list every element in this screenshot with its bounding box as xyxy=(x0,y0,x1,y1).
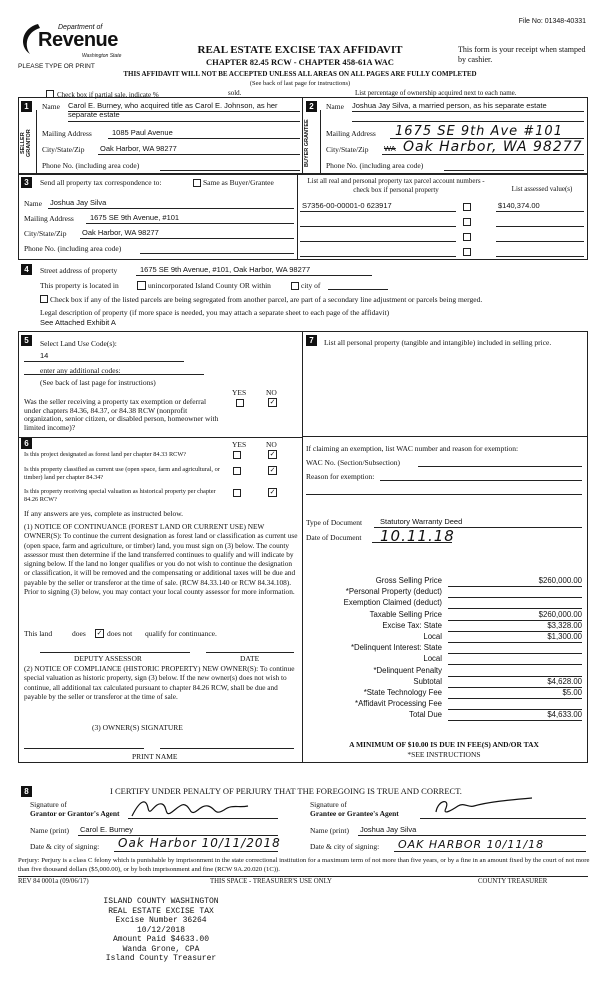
additional-codes-label: enter any additional codes: xyxy=(40,366,121,375)
unincorporated-checkbox[interactable] xyxy=(137,281,146,290)
wac-label: WAC No. (Section/Subsection) xyxy=(306,458,400,467)
reason-label: Reason for exemption: xyxy=(306,472,375,481)
section-2-badge: 2 xyxy=(306,101,317,112)
notice-continuance: (1) NOTICE OF CONTINUANCE (FOREST LAND OR CURRENT USE) NEW OWNER(S): To continue the current designation as forest land or classification as current use (open space, farm and agriculture, or timber) land, you must sign on (3) below. The county assessor must then determine if the land transferred continues to qualify and will indicate by signing below. If the land no longer qualifies or you do not wish to continue the designation or classification, it will be removed and the compensating or additional taxes will be due and payable by the seller or transferor at the time of sale. (RCW 84.33.140 or RCW 84.34.108). Prior to signing (3) below, you may contact your local county assessor for more information. xyxy=(24,522,298,597)
assessed-header: List assessed value(s) xyxy=(511,185,573,193)
tax-row-label: *Delinquent Interest: State xyxy=(350,643,442,653)
grantee-date-label: Date & city of signing: xyxy=(310,842,380,851)
parcel-value[interactable]: S7356-00-00001-0 623917 xyxy=(302,201,392,210)
tax-row-label: Local xyxy=(423,654,442,664)
this-land-label: This land xyxy=(24,629,53,638)
grantee-date-value[interactable]: OAK HARBOR 10/11/18 xyxy=(398,838,545,851)
s1-mail-label: Mailing Address xyxy=(42,129,92,138)
s5-no-header: NO xyxy=(266,388,277,397)
file-number: File No: 01348-40331 xyxy=(518,18,586,25)
tax-row-value[interactable]: $260,000.00 xyxy=(448,610,582,621)
grantor-date-value[interactable]: Oak Harbor 10/11/2018 xyxy=(118,836,281,850)
historic-no-checkbox[interactable]: ✓ xyxy=(269,488,276,496)
tax-row xyxy=(306,666,586,677)
notice-compliance: (2) NOTICE OF COMPLIANCE (HISTORIC PROPERTY) NEW OWNER(S): To continue special valuation as historic property, sign (3) below. If the new owner(s) does not wish to continue, all additional tax calculated pursuant to chapter 84.26 RCW, shall be due and payable by the seller or transferor at the time of sale. xyxy=(24,664,295,701)
does-not-label: does not xyxy=(107,629,133,638)
tax-row-label: Total Due xyxy=(409,710,442,720)
s1-mail-value[interactable]: 1085 Paul Avenue xyxy=(112,128,173,137)
s1-phone-label: Phone No. (including area code) xyxy=(42,161,140,170)
forest-no-checkbox[interactable]: ✓ xyxy=(269,450,276,458)
tax-row xyxy=(306,598,586,609)
tax-row xyxy=(306,643,586,654)
please-type: PLEASE TYPE OR PRINT xyxy=(18,63,95,70)
forest-yes-checkbox[interactable] xyxy=(233,451,241,459)
s3-mail-value[interactable]: 1675 SE 9th Avenue, #101 xyxy=(90,213,180,222)
grantor-sig-label xyxy=(30,800,120,818)
historic-yes-checkbox[interactable] xyxy=(233,489,241,497)
s1-city-value[interactable]: Oak Harbor, WA 98277 xyxy=(100,144,177,153)
same-as-buyer-label: Same as Buyer/Grantee xyxy=(203,178,274,187)
same-as-buyer-checkbox[interactable] xyxy=(193,179,201,187)
tax-row xyxy=(306,699,586,710)
parcel2-checkbox[interactable] xyxy=(463,218,471,226)
grantor-name-value[interactable]: Carol E. Burney xyxy=(80,825,133,834)
located-label: This property is located in xyxy=(40,281,119,290)
qualify-label: qualify for continuance. xyxy=(145,629,217,638)
s1-name-label: Name xyxy=(42,102,60,111)
s5-see-back: (See back of last page for instructions) xyxy=(40,378,156,387)
section-4-badge: 4 xyxy=(21,264,32,275)
section-7-badge: 7 xyxy=(306,335,317,346)
if-yes-note: If any answers are yes, complete as instructed below. xyxy=(24,509,184,518)
does-not-checkbox[interactable]: ✓ xyxy=(96,629,103,637)
personal-property-label: List all personal property (tangible and intangible) included in selling price. xyxy=(324,338,552,347)
stamp-line: ISLAND COUNTY WASHINGTON xyxy=(103,897,219,906)
tax-table xyxy=(306,576,586,721)
tax-row-label: Excise Tax: State xyxy=(382,620,442,630)
tax-row xyxy=(306,576,586,587)
logo-word: Revenue xyxy=(38,29,118,51)
tax-row-value[interactable] xyxy=(448,699,582,710)
s2-name-value[interactable]: Joshua Jay Silva, a married person, as his separate estate xyxy=(352,101,547,110)
see-instructions: *SEE INSTRUCTIONS xyxy=(407,750,481,759)
current-use-no-checkbox[interactable]: ✓ xyxy=(269,466,276,474)
s3-send-label: Send all property tax correspondence to: xyxy=(40,178,162,187)
stamp-line: Wanda Grone, CPA xyxy=(122,944,200,954)
s2-city-struck: WA xyxy=(384,144,396,153)
assessed-value[interactable]: $140,374.00 xyxy=(498,201,540,210)
section-1-badge: 1 xyxy=(21,101,32,112)
city-of-checkbox[interactable] xyxy=(291,282,299,290)
tax-row-label: *Personal Property (deduct) xyxy=(345,587,442,597)
s2-city-label: City/State/Zip xyxy=(326,145,369,154)
doc-type-value[interactable]: Statutory Warranty Deed xyxy=(380,517,463,526)
tax-row xyxy=(306,677,586,688)
tax-row xyxy=(306,688,586,699)
tax-row-value[interactable]: $4,633.00 xyxy=(448,710,582,721)
deputy-date-label: DATE xyxy=(240,654,260,663)
s2-phone-label: Phone No. (including area code) xyxy=(326,161,424,170)
tax-row-value[interactable]: $1,300.00 xyxy=(448,632,582,643)
grantee-sig-label-1: Signature of xyxy=(310,800,347,809)
city-of-field[interactable] xyxy=(328,280,388,290)
parcel4-checkbox[interactable] xyxy=(463,248,471,256)
tax-row xyxy=(306,587,586,598)
tax-row-value[interactable]: $260,000.00 xyxy=(448,576,582,587)
tax-row-value[interactable]: $3,328.00 xyxy=(448,621,582,632)
tax-row-value[interactable]: $4,628.00 xyxy=(448,677,582,688)
s2-name-label: Name xyxy=(326,102,344,111)
stamp-line: Amount Paid $4633.00 xyxy=(112,935,209,944)
tax-row-value[interactable] xyxy=(448,587,582,598)
tax-row-value[interactable] xyxy=(448,598,582,609)
s1-city-label: City/State/Zip xyxy=(42,145,85,154)
tax-row xyxy=(306,632,586,643)
grantee-name-value[interactable]: Joshua Jay Silva xyxy=(360,825,417,834)
s3-city-value[interactable]: Oak Harbor, WA 98277 xyxy=(82,228,159,237)
deputy-assessor-label: DEPUTY ASSESSOR xyxy=(74,654,142,663)
tax-row-label: *State Technology Fee xyxy=(363,687,442,697)
sold-label: sold. xyxy=(228,89,242,97)
tax-row-value[interactable] xyxy=(448,643,582,654)
parcel3-checkbox[interactable] xyxy=(463,233,471,241)
parcel-personal-checkbox[interactable] xyxy=(463,203,471,211)
tax-row-label: *Delinquent Penalty xyxy=(373,665,442,675)
tax-row-label: Subtotal xyxy=(413,676,442,686)
s3-city-label: City/State/Zip xyxy=(24,229,67,238)
land-use-label: Select Land Use Code(s): xyxy=(40,339,117,348)
legal-value[interactable]: See Attached Exhibit A xyxy=(40,318,116,327)
current-use-question: Is this property classified as current use (open space, farm and agricultural, or timber) land per chapter 84.34? xyxy=(24,466,220,481)
tax-row-value[interactable] xyxy=(448,654,582,665)
grantee-sig-label-2: Grantee or Grantee's Agent xyxy=(310,809,399,818)
tax-row-label: Exemption Claimed (deduct) xyxy=(343,598,442,608)
owner-signature-label: (3) OWNER(S) SIGNATURE xyxy=(92,723,183,732)
dor-logo xyxy=(18,18,128,64)
grantee-signature[interactable] xyxy=(428,794,538,820)
stamp-line: Island County Treasurer xyxy=(105,954,217,963)
exempt-question: Was the seller receiving a property tax exemption or deferral under chapters 84.36, 84.37, or 84.38 RCW (nonprofit organization, senior citizen, or disabled person, homeowner with limited income)? xyxy=(24,397,219,432)
grantor-name-label: Name (print) xyxy=(30,826,69,835)
partial-sale-text: Check box if partial sale, indicate % xyxy=(57,91,159,99)
minimum-note: A MINIMUM OF $10.00 IS DUE IN FEE(S) AND/OR TAX xyxy=(349,740,539,749)
tax-row-value[interactable]: $5.00 xyxy=(448,688,582,699)
doc-date-value[interactable]: 10.11.18 xyxy=(380,527,455,545)
seller-grantor-label: SELLER GRANTOR xyxy=(20,129,32,157)
parcel-header: List all real and personal property tax parcel account numbers - check box if personal property xyxy=(307,177,485,194)
grantor-sig-label-2: Grantor or Grantor's Agent xyxy=(30,809,120,818)
tax-row-label: Gross Selling Price xyxy=(375,576,442,585)
stamp-line: REAL ESTATE EXCISE TAX xyxy=(108,906,214,916)
segregated-label xyxy=(40,294,585,304)
list-pct-note: List percentage of ownership acquired next to each name. xyxy=(355,89,517,97)
logo-dept: Department of xyxy=(58,24,103,31)
treasurer-stamp xyxy=(96,897,226,964)
land-use-value[interactable]: 14 xyxy=(40,351,49,360)
tax-row xyxy=(306,621,586,632)
certify-statement: I CERTIFY UNDER PENALTY OF PERJURY THAT THE FOREGOING IS TRUE AND CORRECT. xyxy=(110,786,462,796)
grantor-signature[interactable] xyxy=(128,794,268,824)
receipt-note: This form is your receipt when stamped by cashier. xyxy=(458,45,586,64)
exempt-yes-checkbox[interactable] xyxy=(236,399,244,407)
buyer-grantee-label: BUYER GRANTEE xyxy=(304,119,310,167)
tax-row xyxy=(306,654,586,665)
stamp-line: 10/12/2018 xyxy=(136,925,185,935)
form-subtitle: CHAPTER 82.45 RCW - CHAPTER 458-61A WAC xyxy=(206,57,394,67)
s2-mail-value[interactable]: 1675 SE 9th Ave #101 xyxy=(395,124,563,139)
grantor-date-label: Date & city of signing: xyxy=(30,842,100,851)
tax-row-label: *Affidavit Processing Fee xyxy=(355,699,442,709)
form-title: REAL ESTATE EXCISE TAX AFFIDAVIT xyxy=(197,44,403,56)
city-of-label: city of xyxy=(301,281,321,290)
grantee-name-label: Name (print) xyxy=(310,826,349,835)
legal-label: Legal description of property (if more space is needed, you may attach a separate sheet to each page of the affidavit) xyxy=(40,308,390,317)
grantee-sig-label xyxy=(310,800,399,818)
street-label: Street address of property xyxy=(40,266,118,275)
tax-row-value[interactable] xyxy=(448,666,582,677)
section-3-badge: 3 xyxy=(21,177,32,188)
exemption-label: If claiming an exemption, list WAC number and reason for exemption: xyxy=(306,444,519,453)
tax-row xyxy=(306,610,586,621)
doc-date-label: Date of Document xyxy=(306,533,362,542)
rev-number: REV 84 0001a (09/06/17) xyxy=(18,878,89,885)
tax-row-label: Local xyxy=(423,631,442,641)
s3-phone-label: Phone No. (including area code) xyxy=(24,244,122,253)
exempt-no-checkbox[interactable]: ✓ xyxy=(269,398,276,406)
unincorporated-label: unincorporated Island County OR within xyxy=(148,281,271,290)
current-use-yes-checkbox[interactable] xyxy=(233,467,241,475)
county-treasurer: COUNTY TREASURER xyxy=(478,878,548,885)
treasurer-only: THIS SPACE - TREASURER'S USE ONLY xyxy=(210,878,332,885)
does-label: does xyxy=(72,629,86,638)
s6-yes-header: YES xyxy=(232,440,247,449)
s5-yes-header: YES xyxy=(232,388,247,397)
segregated-text: Check box if any of the listed parcels are being segregated from another parcel, are part of a secondary line adjustment or parcels being merged. xyxy=(50,295,483,304)
section-6-badge: 6 xyxy=(21,438,32,449)
tax-row-label: Taxable Selling Price xyxy=(369,609,442,619)
s6-no-header: NO xyxy=(266,440,277,449)
historic-question: Is this property receiving special valuation as historical property per chapter 84.26 RCW? xyxy=(24,488,216,503)
s3-mail-label: Mailing Address xyxy=(24,214,74,223)
s3-name-value[interactable]: Joshua Jay Silva xyxy=(50,198,107,207)
section-8-badge: 8 xyxy=(21,786,32,797)
stamp-line: Excise Number 36264 xyxy=(115,916,207,925)
s1-name-value[interactable]: Carol E. Burney, who acquired title as Carol E. Johnson, as her separate estate xyxy=(68,101,278,119)
doc-type-label: Type of Document xyxy=(306,518,363,527)
segregated-checkbox[interactable] xyxy=(40,295,48,303)
see-back: (See back of last page for instructions) xyxy=(249,80,351,87)
warning: THIS AFFIDAVIT WILL NOT BE ACCEPTED UNLESS ALL AREAS ON ALL PAGES ARE FULLY COMPLETED xyxy=(123,70,477,78)
s2-city-value[interactable]: Oak Harbor, WA 98277 xyxy=(403,139,583,155)
forest-question: Is this project designated as forest land per chapter 84.33 RCW? xyxy=(24,451,187,458)
tax-row xyxy=(306,710,586,721)
s2-mail-label: Mailing Address xyxy=(326,129,376,138)
print-name-label: PRINT NAME xyxy=(132,752,178,761)
s3-name-label: Name xyxy=(24,199,42,208)
section-5-badge: 5 xyxy=(21,335,32,346)
perjury-text: Perjury: Perjury is a class C felony which is punishable by imprisonment in the state correctional institution for a maximum term of not more than five years, or by a fine in an amount fixed by the court of not more than five thousand dollars ($5,000.00), or by both imprisonment and fine (RCW 9A.20.020 (1C)). xyxy=(18,857,590,873)
logo-state: Washington State xyxy=(82,53,122,59)
grantor-sig-label-1: Signature of xyxy=(30,800,67,809)
street-value[interactable]: 1675 SE 9th Avenue, #101, Oak Harbor, WA 98277 xyxy=(140,265,311,274)
